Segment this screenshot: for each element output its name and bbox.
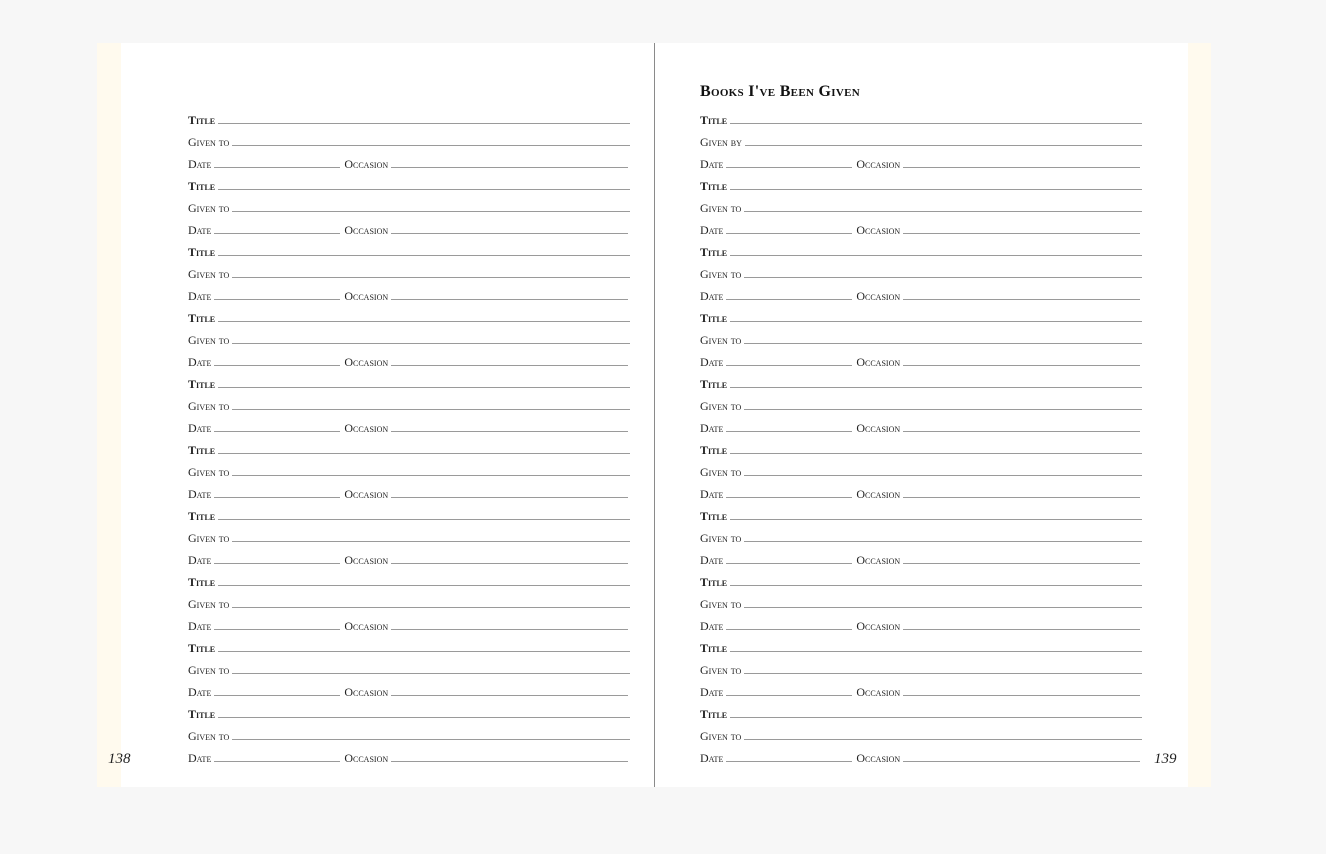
title-label: Title — [188, 575, 216, 589]
date-write-line[interactable] — [214, 497, 340, 498]
given-label: Given to — [700, 267, 742, 281]
date-label: Date — [188, 157, 212, 171]
title-write-line[interactable] — [730, 585, 1142, 586]
given-label: Given to — [700, 729, 742, 743]
title-write-line[interactable] — [218, 519, 630, 520]
given-write-line[interactable] — [232, 277, 630, 278]
occasion-label: Occasion — [856, 553, 901, 567]
occasion-write-line[interactable] — [391, 695, 628, 696]
given-write-line[interactable] — [232, 541, 630, 542]
occasion-write-line[interactable] — [391, 497, 628, 498]
occasion-write-line[interactable] — [391, 563, 628, 564]
title-row — [700, 303, 1142, 325]
date-write-line[interactable] — [726, 431, 852, 432]
occasion-label: Occasion — [856, 355, 901, 369]
title-label: Title — [700, 443, 728, 457]
date-label: Date — [700, 751, 724, 765]
title-row — [188, 435, 630, 457]
title-label: Title — [188, 245, 216, 259]
page-heading: Books I've Been Given — [700, 83, 860, 100]
date-write-line[interactable] — [726, 563, 852, 564]
occasion-label: Occasion — [856, 619, 901, 633]
given-row — [700, 325, 1142, 347]
date-write-line[interactable] — [214, 233, 340, 234]
title-write-line[interactable] — [730, 519, 1142, 520]
given-write-line[interactable] — [232, 211, 630, 212]
date-write-line[interactable] — [214, 365, 340, 366]
given-label: Given to — [700, 465, 742, 479]
given-write-line[interactable] — [744, 409, 1142, 410]
occasion-write-line[interactable] — [391, 167, 628, 168]
occasion-label: Occasion — [344, 751, 389, 765]
title-label: Title — [700, 641, 728, 655]
right-page-number: 139 — [1154, 751, 1177, 767]
title-row — [188, 369, 630, 391]
title-write-line[interactable] — [218, 189, 630, 190]
title-write-line[interactable] — [730, 321, 1142, 322]
title-row — [188, 171, 630, 193]
occasion-write-line[interactable] — [391, 431, 628, 432]
title-label: Title — [188, 179, 216, 193]
given-write-line[interactable] — [744, 541, 1142, 542]
date-label: Date — [700, 223, 724, 237]
occasion-write-line[interactable] — [391, 761, 628, 762]
occasion-label: Occasion — [856, 421, 901, 435]
given-label: Given to — [188, 201, 230, 215]
given-write-line[interactable] — [744, 343, 1142, 344]
title-label: Title — [700, 707, 728, 721]
given-row — [188, 325, 630, 347]
date-label: Date — [188, 289, 212, 303]
occasion-label: Occasion — [856, 751, 901, 765]
date-occasion-row — [700, 479, 1142, 501]
date-write-line[interactable] — [726, 233, 852, 234]
title-write-line[interactable] — [730, 189, 1142, 190]
given-row — [700, 391, 1142, 413]
title-label: Title — [188, 443, 216, 457]
occasion-label: Occasion — [856, 487, 901, 501]
title-write-line[interactable] — [730, 651, 1142, 652]
date-write-line[interactable] — [214, 695, 340, 696]
given-row — [700, 457, 1142, 479]
given-label: Given to — [188, 597, 230, 611]
date-occasion-row — [700, 413, 1142, 435]
date-write-line[interactable] — [726, 761, 852, 762]
date-write-line[interactable] — [214, 761, 340, 762]
date-label: Date — [700, 685, 724, 699]
date-write-line[interactable] — [726, 299, 852, 300]
date-occasion-row — [188, 281, 630, 303]
title-row — [188, 501, 630, 523]
given-write-line[interactable] — [744, 475, 1142, 476]
occasion-label: Occasion — [344, 289, 389, 303]
given-write-line[interactable] — [744, 607, 1142, 608]
date-write-line[interactable] — [726, 365, 852, 366]
date-label: Date — [700, 487, 724, 501]
occasion-write-line[interactable] — [903, 563, 1140, 564]
title-label: Title — [700, 113, 728, 127]
given-label: Given to — [188, 267, 230, 281]
occasion-write-line[interactable] — [391, 299, 628, 300]
title-write-line[interactable] — [218, 651, 630, 652]
date-write-line[interactable] — [726, 167, 852, 168]
title-row — [700, 501, 1142, 523]
date-label: Date — [188, 751, 212, 765]
date-occasion-row — [188, 743, 630, 765]
occasion-write-line[interactable] — [903, 299, 1140, 300]
given-label: Given to — [188, 399, 230, 413]
date-label: Date — [700, 157, 724, 171]
given-label: Given to — [700, 531, 742, 545]
given-row — [188, 523, 630, 545]
occasion-write-line[interactable] — [903, 365, 1140, 366]
occasion-label: Occasion — [344, 157, 389, 171]
title-row — [700, 171, 1142, 193]
title-row — [700, 369, 1142, 391]
title-label: Title — [188, 311, 216, 325]
given-write-line[interactable] — [232, 145, 630, 146]
occasion-label: Occasion — [344, 223, 389, 237]
date-occasion-row — [700, 677, 1142, 699]
occasion-write-line[interactable] — [391, 629, 628, 630]
given-write-line[interactable] — [232, 343, 630, 344]
given-row — [188, 721, 630, 743]
given-row — [700, 589, 1142, 611]
given-write-line[interactable] — [232, 475, 630, 476]
left-entry-list — [188, 105, 630, 765]
title-write-line[interactable] — [730, 255, 1142, 256]
given-write-line[interactable] — [232, 739, 630, 740]
date-label: Date — [700, 289, 724, 303]
title-write-line[interactable] — [730, 387, 1142, 388]
title-write-line[interactable] — [730, 717, 1142, 718]
occasion-write-line[interactable] — [903, 167, 1140, 168]
given-row — [188, 589, 630, 611]
occasion-label: Occasion — [856, 685, 901, 699]
date-occasion-row — [188, 149, 630, 171]
occasion-label: Occasion — [856, 157, 901, 171]
title-write-line[interactable] — [218, 387, 630, 388]
given-label: Given by — [700, 135, 742, 149]
given-label: Given to — [700, 663, 742, 677]
date-occasion-row — [700, 215, 1142, 237]
left-page-number: 138 — [108, 751, 131, 767]
date-label: Date — [700, 619, 724, 633]
title-write-line[interactable] — [218, 123, 630, 124]
occasion-label: Occasion — [344, 487, 389, 501]
title-row — [188, 105, 630, 127]
title-label: Title — [700, 179, 728, 193]
occasion-write-line[interactable] — [391, 233, 628, 234]
date-write-line[interactable] — [726, 695, 852, 696]
given-label: Given to — [700, 399, 742, 413]
given-row — [700, 127, 1142, 149]
title-write-line[interactable] — [218, 453, 630, 454]
title-row — [700, 633, 1142, 655]
date-write-line[interactable] — [214, 299, 340, 300]
title-label: Title — [188, 641, 216, 655]
date-occasion-row — [188, 347, 630, 369]
date-label: Date — [188, 619, 212, 633]
date-write-line[interactable] — [214, 629, 340, 630]
given-row — [700, 655, 1142, 677]
occasion-write-line[interactable] — [903, 761, 1140, 762]
title-write-line[interactable] — [730, 123, 1142, 124]
date-occasion-row — [700, 743, 1142, 765]
given-write-line[interactable] — [744, 211, 1142, 212]
date-occasion-row — [188, 479, 630, 501]
given-row — [188, 259, 630, 281]
occasion-write-line[interactable] — [903, 233, 1140, 234]
given-write-line[interactable] — [744, 673, 1142, 674]
given-row — [700, 193, 1142, 215]
left-page — [121, 43, 654, 787]
given-label: Given to — [188, 333, 230, 347]
occasion-write-line[interactable] — [903, 629, 1140, 630]
given-label: Given to — [188, 531, 230, 545]
given-row — [700, 721, 1142, 743]
date-write-line[interactable] — [214, 563, 340, 564]
date-occasion-row — [188, 611, 630, 633]
title-write-line[interactable] — [218, 255, 630, 256]
occasion-write-line[interactable] — [903, 695, 1140, 696]
given-label: Given to — [700, 597, 742, 611]
date-occasion-row — [188, 215, 630, 237]
given-label: Given to — [188, 663, 230, 677]
given-label: Given to — [700, 333, 742, 347]
date-label: Date — [700, 553, 724, 567]
title-row — [188, 567, 630, 589]
title-write-line[interactable] — [218, 717, 630, 718]
date-occasion-row — [700, 611, 1142, 633]
date-label: Date — [188, 487, 212, 501]
right-entry-list — [700, 105, 1142, 765]
date-occasion-row — [700, 545, 1142, 567]
date-occasion-row — [188, 545, 630, 567]
title-write-line[interactable] — [218, 585, 630, 586]
title-row — [700, 237, 1142, 259]
given-label: Given to — [188, 729, 230, 743]
occasion-write-line[interactable] — [391, 365, 628, 366]
date-occasion-row — [188, 677, 630, 699]
date-write-line[interactable] — [214, 431, 340, 432]
date-occasion-row — [700, 149, 1142, 171]
date-write-line[interactable] — [214, 167, 340, 168]
occasion-write-line[interactable] — [903, 431, 1140, 432]
occasion-label: Occasion — [344, 685, 389, 699]
given-label: Given to — [700, 201, 742, 215]
occasion-label: Occasion — [344, 421, 389, 435]
title-write-line[interactable] — [730, 453, 1142, 454]
given-label: Given to — [188, 465, 230, 479]
occasion-label: Occasion — [856, 289, 901, 303]
title-label: Title — [188, 707, 216, 721]
title-label: Title — [700, 245, 728, 259]
title-row — [700, 105, 1142, 127]
title-label: Title — [188, 377, 216, 391]
given-label: Given to — [188, 135, 230, 149]
given-row — [700, 523, 1142, 545]
date-label: Date — [188, 553, 212, 567]
given-write-line[interactable] — [745, 145, 1142, 146]
given-row — [188, 127, 630, 149]
title-row — [700, 435, 1142, 457]
title-row — [188, 633, 630, 655]
given-row — [188, 655, 630, 677]
given-row — [188, 193, 630, 215]
title-label: Title — [188, 113, 216, 127]
title-label: Title — [700, 377, 728, 391]
given-write-line[interactable] — [232, 673, 630, 674]
title-write-line[interactable] — [218, 321, 630, 322]
title-row — [700, 699, 1142, 721]
date-label: Date — [188, 421, 212, 435]
date-occasion-row — [700, 347, 1142, 369]
book-spread — [97, 43, 1211, 787]
given-write-line[interactable] — [232, 409, 630, 410]
date-label: Date — [188, 223, 212, 237]
date-label: Date — [700, 355, 724, 369]
title-label: Title — [188, 509, 216, 523]
title-row — [188, 303, 630, 325]
title-row — [700, 567, 1142, 589]
occasion-label: Occasion — [344, 553, 389, 567]
title-row — [188, 699, 630, 721]
given-write-line[interactable] — [232, 607, 630, 608]
occasion-label: Occasion — [856, 223, 901, 237]
date-occasion-row — [700, 281, 1142, 303]
given-row — [188, 457, 630, 479]
occasion-label: Occasion — [344, 619, 389, 633]
date-label: Date — [700, 421, 724, 435]
given-row — [700, 259, 1142, 281]
title-label: Title — [700, 311, 728, 325]
date-label: Date — [188, 685, 212, 699]
occasion-label: Occasion — [344, 355, 389, 369]
given-write-line[interactable] — [744, 739, 1142, 740]
right-page — [655, 43, 1188, 787]
given-write-line[interactable] — [744, 277, 1142, 278]
title-label: Title — [700, 509, 728, 523]
date-occasion-row — [188, 413, 630, 435]
date-write-line[interactable] — [726, 497, 852, 498]
given-row — [188, 391, 630, 413]
title-row — [188, 237, 630, 259]
title-label: Title — [700, 575, 728, 589]
occasion-write-line[interactable] — [903, 497, 1140, 498]
date-write-line[interactable] — [726, 629, 852, 630]
date-label: Date — [188, 355, 212, 369]
